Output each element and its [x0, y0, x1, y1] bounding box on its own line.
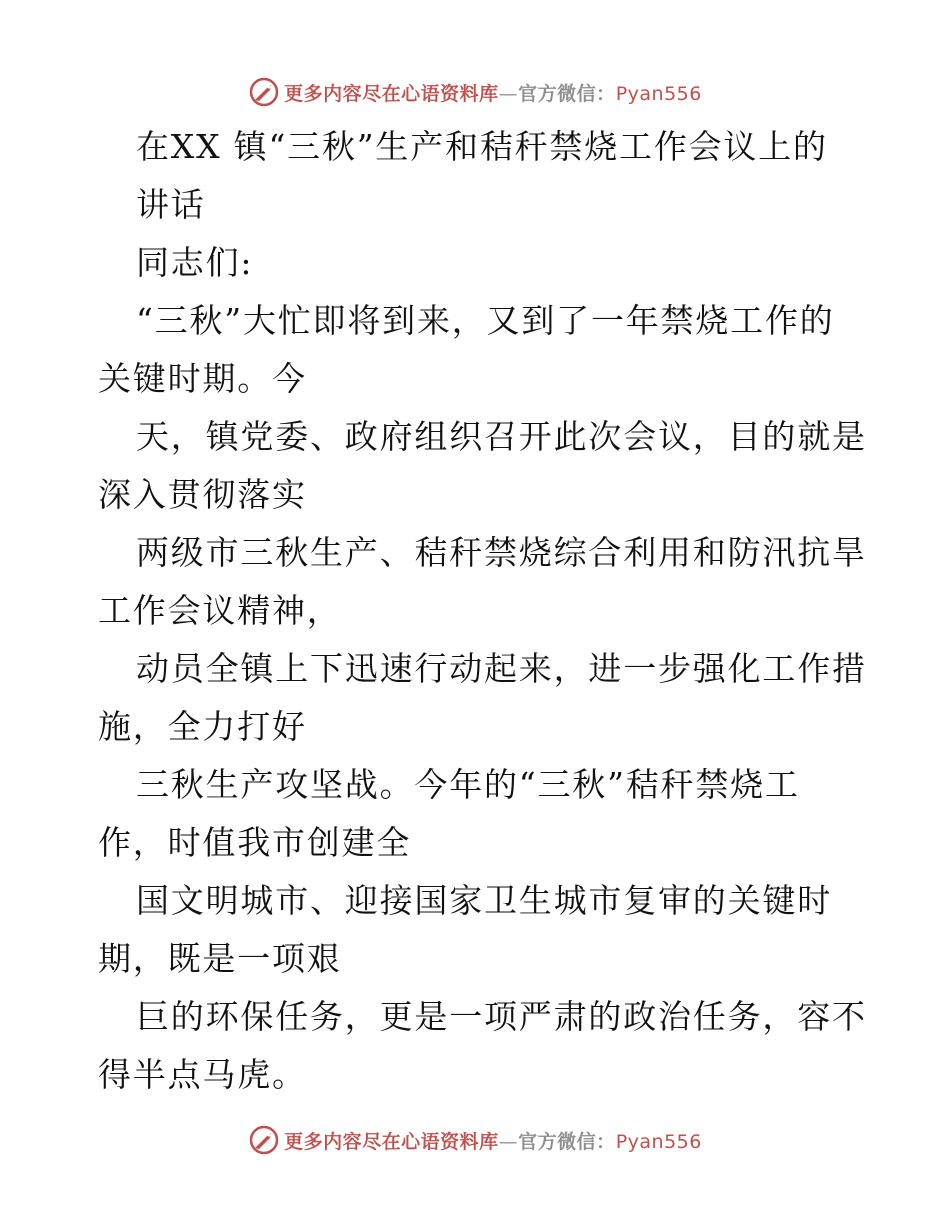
footer-separator: — — [498, 1130, 519, 1153]
header-separator: — — [498, 82, 519, 105]
body-line: 深入贯彻落实 — [98, 475, 307, 514]
body-line: 期，既是一项艰 — [98, 939, 342, 978]
footer-banner — [0, 1120, 950, 1160]
body-line: 三秋生产攻坚战。今年的“三秋”秸秆禁烧工 — [136, 765, 800, 804]
body-line: 巨的环保任务，更是一项严肃的政治任务，容不 — [136, 997, 867, 1036]
pen-nib-logo-icon — [248, 76, 280, 108]
footer-promo-text: 更多内容尽在心语资料库 — [284, 1130, 499, 1153]
footer-channel-id: Pyan556 — [615, 1130, 702, 1153]
body-line: 工作会议精神， — [98, 591, 342, 630]
footer-channel-label: 官方微信： — [518, 1130, 616, 1153]
header-banner — [0, 72, 950, 112]
document-title-line-1: 在XX 镇“三秋”生产和秸秆禁烧工作会议上的 — [136, 127, 828, 166]
body-line: 施，全力打好 — [98, 707, 307, 746]
header-channel-label: 官方微信： — [518, 82, 616, 105]
body-line: 动员全镇上下迅速行动起来，进一步强化工作措 — [136, 649, 867, 688]
footer-banner-text — [284, 1127, 702, 1154]
body-line: 得半点马虎。 — [98, 1055, 307, 1094]
salutation: 同志们: — [136, 243, 254, 282]
document-title-line-2: 讲话 — [136, 185, 206, 224]
body-line: 两级市三秋生产、秸秆禁烧综合利用和防汛抗旱 — [136, 533, 867, 572]
document-body — [98, 118, 867, 1104]
body-line: 国文明城市、迎接国家卫生城市复审的关键时 — [136, 881, 832, 920]
pen-nib-logo-icon — [248, 1124, 280, 1156]
header-banner-text — [284, 79, 702, 106]
body-line: 作，时值我市创建全 — [98, 823, 412, 862]
body-line: “三秋”大忙即将到来，又到了一年禁烧工作的 — [136, 301, 835, 340]
body-line: 天，镇党委、政府组织召开此次会议，目的就是 — [136, 417, 867, 456]
header-channel-id: Pyan556 — [615, 82, 702, 105]
header-promo-text: 更多内容尽在心语资料库 — [284, 82, 499, 105]
body-line: 关键时期。今 — [98, 359, 307, 398]
